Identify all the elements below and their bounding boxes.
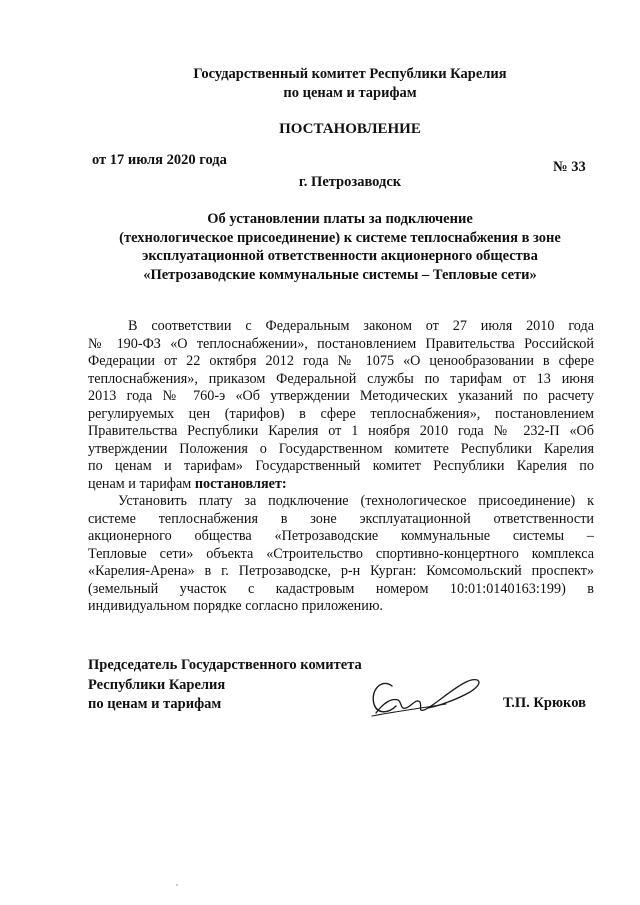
signatory-name: Т.П. Крюков xyxy=(503,695,586,711)
document-date: от 17 июля 2020 года xyxy=(92,152,227,168)
document-number: № 33 xyxy=(553,159,586,175)
preamble-line: регулируемых цен (тарифов) в сфере теплоснабжения», постановлением xyxy=(88,405,594,422)
preamble-line-final xyxy=(88,476,594,494)
preamble-paragraph xyxy=(88,318,594,493)
scan-speck xyxy=(176,884,178,886)
position-line: по ценам и тарифам xyxy=(88,696,222,712)
position-line: Республики Карелия xyxy=(88,676,226,693)
document-type: ПОСТАНОВЛЕНИЕ xyxy=(279,121,421,137)
preamble-line: Правительства Республики Карелия от 1 ноября 2010 года № 232-П «Об xyxy=(88,423,594,439)
resolution-line: «Карелия-Арена» в г. Петрозаводске, р-н Курган: Комсомольский проспект» xyxy=(88,563,594,579)
document-city: г. Петрозаводск xyxy=(298,174,402,190)
resolution-line: системе теплоснабжения в зоне эксплуатационной ответственности xyxy=(88,510,594,527)
preamble-line: № 190-ФЗ «О теплоснабжении», постановлением Правительства Российской xyxy=(88,335,594,352)
preamble-line: по ценам и тарифам» Государственный комитет Республики Карелия по xyxy=(88,458,594,474)
title-line: эксплуатационной ответственности акционерного общества xyxy=(142,248,538,264)
resolves-keyword: постановляет xyxy=(194,475,282,492)
handwritten-signature xyxy=(362,668,490,726)
title-line: (технологическое присоединение) к системе теплоснабжения в зоне xyxy=(119,229,561,246)
resolution-line: акционерного общества «Петрозаводские коммунальные системы – xyxy=(88,528,594,544)
title-line: «Петрозаводские коммунальные системы – Тепловые сети» xyxy=(143,266,537,283)
title-line: Об установлении платы за подключение xyxy=(207,211,473,227)
preamble-final-text: ценам и тарифам xyxy=(88,475,195,492)
preamble-line: В соответствии с Федеральным законом от 27 июля 2010 года xyxy=(128,318,594,334)
position-line: Председатель Государственного комитета xyxy=(88,657,362,673)
preamble-line: Федерации от 22 октября 2012 года № 1075 «О ценообразовании в сфере xyxy=(88,353,594,369)
preamble-line: теплоснабжения», приказом Федеральной службы по тарифам от 13 июня xyxy=(88,370,594,387)
resolves-colon: : xyxy=(281,475,287,492)
resolution-paragraph xyxy=(88,493,594,616)
org-name-line1: Государственный комитет Республики Карелия xyxy=(193,66,507,82)
resolution-line: Установить плату за подключение (технологическое присоединение) к xyxy=(118,493,594,509)
preamble-line: утверждении Положения о Государственном комитете Республики Карелия xyxy=(88,440,594,457)
resolution-line: Тепловые сети» объекта «Строительство спортивно-концертного комплекса xyxy=(88,545,594,562)
org-name-line2: по ценам и тарифам xyxy=(283,85,417,101)
resolution-line: (земельный участок с кадастровым номером 10:01:0140163:199) в xyxy=(88,580,594,597)
preamble-line: 2013 года № 760-э «Об утверждении Методических указаний по расчету xyxy=(88,388,594,404)
document-title xyxy=(60,210,620,284)
resolution-line: индивидуальном порядке согласно приложению. xyxy=(88,598,383,614)
signatory-position xyxy=(88,656,362,715)
